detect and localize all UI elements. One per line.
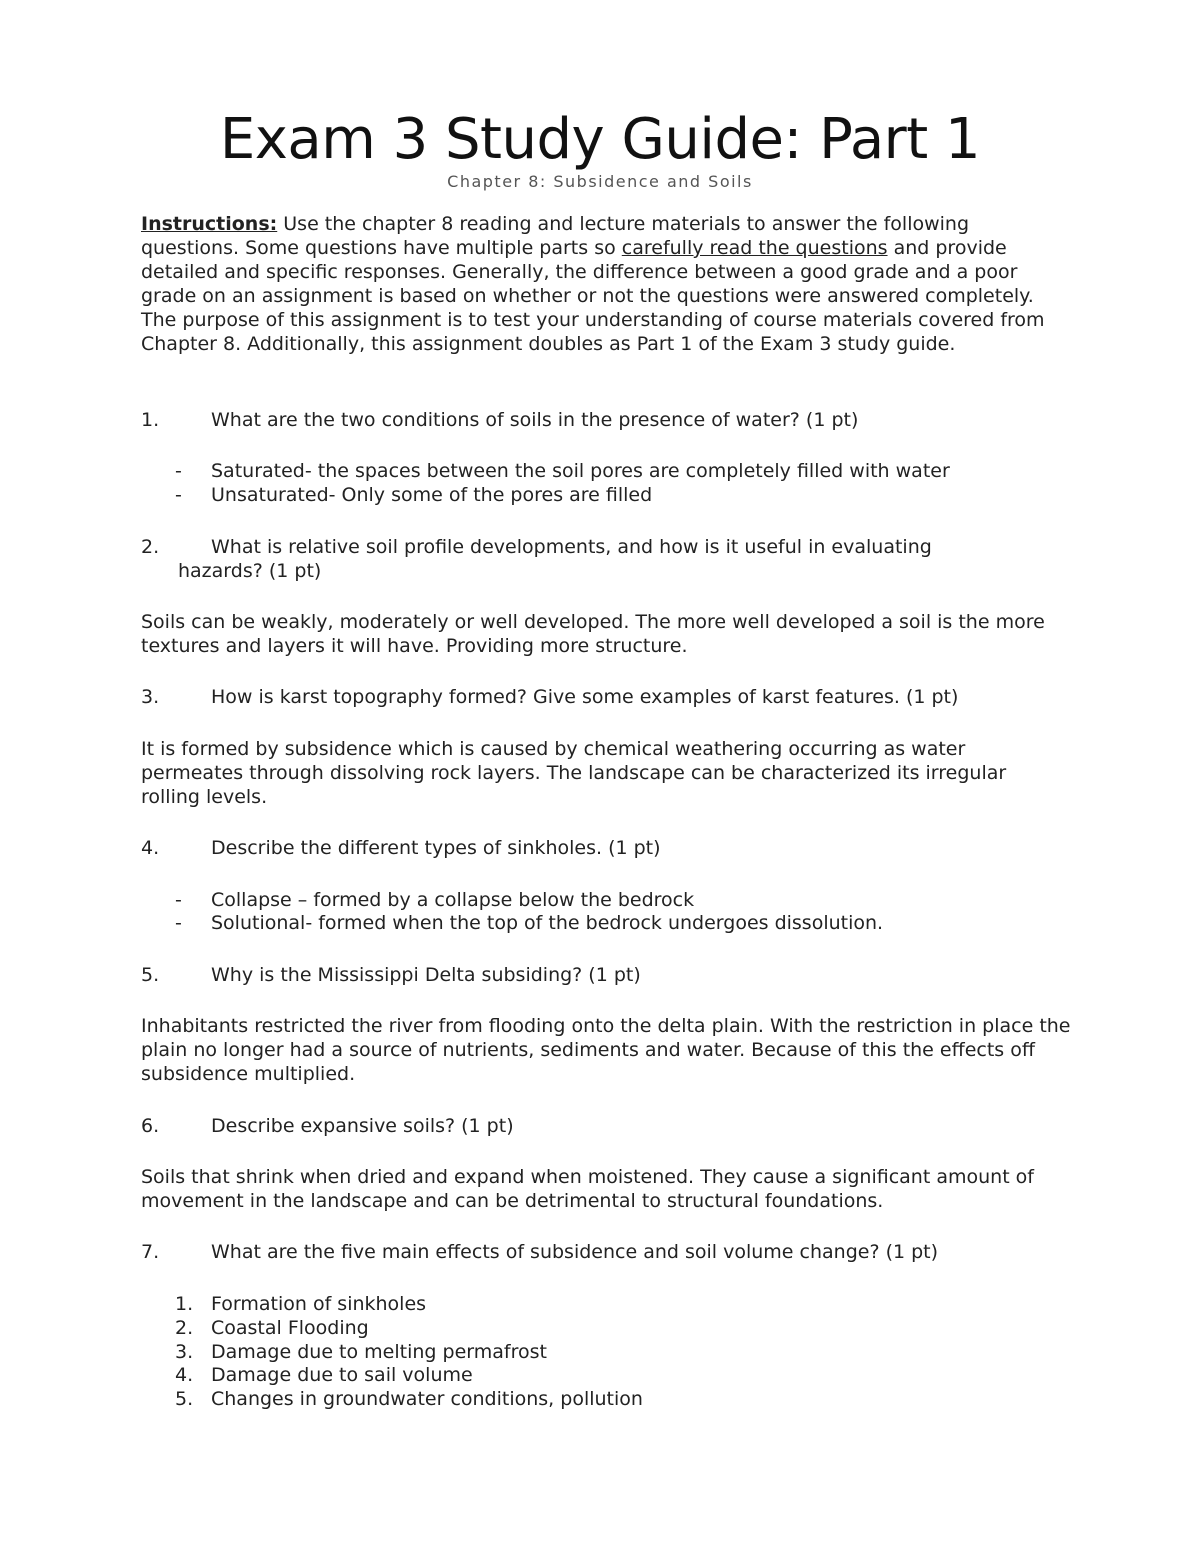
question-number: 4. [141, 837, 160, 859]
list-text: Coastal Flooding [211, 1317, 369, 1339]
question-2 [141, 535, 1071, 583]
list-marker: 3. [175, 1341, 194, 1363]
question-number: 1. [141, 409, 160, 431]
list-text: Damage due to sail volume [211, 1364, 473, 1386]
instructions-emphasis: carefully read the questions [621, 237, 888, 259]
question-number: 3. [141, 686, 160, 708]
bullet-text: Saturated- the spaces between the soil pores are completely filled with water [211, 460, 950, 482]
list-marker: 5. [175, 1388, 194, 1410]
question-7 [141, 1240, 1071, 1264]
answer-paragraph: Soils can be weakly, moderately or well developed. The more well developed a soil is the more textures and layers it will have. Providing more structure. [141, 611, 1045, 657]
numbered-list-item [175, 1292, 1055, 1316]
numbered-list-item [175, 1387, 1055, 1411]
bullet-text: Unsaturated- Only some of the pores are filled [211, 484, 653, 506]
bullet-text: Solutional- formed when the top of the bedrock undergoes dissolution. [211, 912, 884, 934]
list-marker: 1. [175, 1293, 194, 1315]
answer-paragraph: Soils that shrink when dried and expand when moistened. They cause a significant amount of movement in the landscape and can be detrimental to structural foundations. [141, 1166, 1034, 1212]
list-marker: 2. [175, 1317, 194, 1339]
instructions-text-2: and provide detailed and specific responses. Generally, the difference between a good grade and a poor grade on an assignment is based on whether or not the questions were answered completely. The purpose of this assignment is to test your understanding of course materials covered from Chapter 8. Additionally, this assignment doubles as Part 1 of the Exam 3 study guide. [141, 237, 1045, 355]
question-text: What are the five main effects of subsidence and soil volume change? (1 pt) [211, 1241, 939, 1263]
instructions-paragraph [141, 212, 1071, 356]
bullet-marker: - [175, 484, 182, 506]
question-number: 5. [141, 964, 160, 986]
numbered-list-item [175, 1340, 1055, 1364]
question-number: 2. [141, 536, 160, 558]
question-1 [141, 408, 1071, 432]
numbered-list-item [175, 1316, 1055, 1340]
list-text: Damage due to melting permafrost [211, 1341, 547, 1363]
question-5 [141, 963, 1071, 987]
question-text: How is karst topography formed? Give some examples of karst features. (1 pt) [211, 686, 959, 708]
answer-bullet [175, 911, 1055, 935]
question-text-continued: hazards? (1 pt) [178, 560, 322, 582]
page-title: Exam 3 Study Guide: Part 1 [219, 107, 981, 172]
answer-paragraph: It is formed by subsidence which is caused by chemical weathering occurring as water permeates through dissolving rock layers. The landscape can be characterized its irregular rolling levels. [141, 738, 1007, 808]
question-text: Describe the different types of sinkholes. (1 pt) [211, 837, 661, 859]
bullet-marker: - [175, 460, 182, 482]
answer-bullet [175, 459, 1055, 483]
question-text: Why is the Mississippi Delta subsiding? (1 pt) [211, 964, 641, 986]
question-4 [141, 836, 1071, 860]
answer-paragraph: Inhabitants restricted the river from flooding onto the delta plain. With the restriction in place the plain no longer had a source of nutrients, sediments and water. Because of this the effects off subsidence multiplied. [141, 1015, 1071, 1085]
instructions-label: Instructions: [141, 213, 278, 235]
question-text: What are the two conditions of soils in the presence of water? (1 pt) [211, 409, 859, 431]
list-text: Changes in groundwater conditions, pollution [211, 1388, 643, 1410]
question-text: Describe expansive soils? (1 pt) [211, 1115, 514, 1137]
answer-bullet [175, 483, 1055, 507]
page-subtitle: Chapter 8: Subsidence and Soils [447, 172, 753, 191]
question-text: What is relative soil profile developments, and how is it useful in evaluating [211, 536, 932, 558]
bullet-text: Collapse – formed by a collapse below the bedrock [211, 889, 695, 911]
list-marker: 4. [175, 1364, 194, 1386]
question-6 [141, 1114, 1071, 1138]
list-text: Formation of sinkholes [211, 1293, 427, 1315]
bullet-marker: - [175, 889, 182, 911]
bullet-marker: - [175, 912, 182, 934]
question-number: 7. [141, 1241, 160, 1263]
question-3 [141, 685, 1071, 709]
answer-bullet [175, 888, 1055, 912]
question-number: 6. [141, 1115, 160, 1137]
instructions-text-1: Use the chapter 8 reading and lecture materials to answer the following questions. Some questions have multiple parts so [141, 213, 970, 259]
numbered-list-item [175, 1363, 1055, 1387]
